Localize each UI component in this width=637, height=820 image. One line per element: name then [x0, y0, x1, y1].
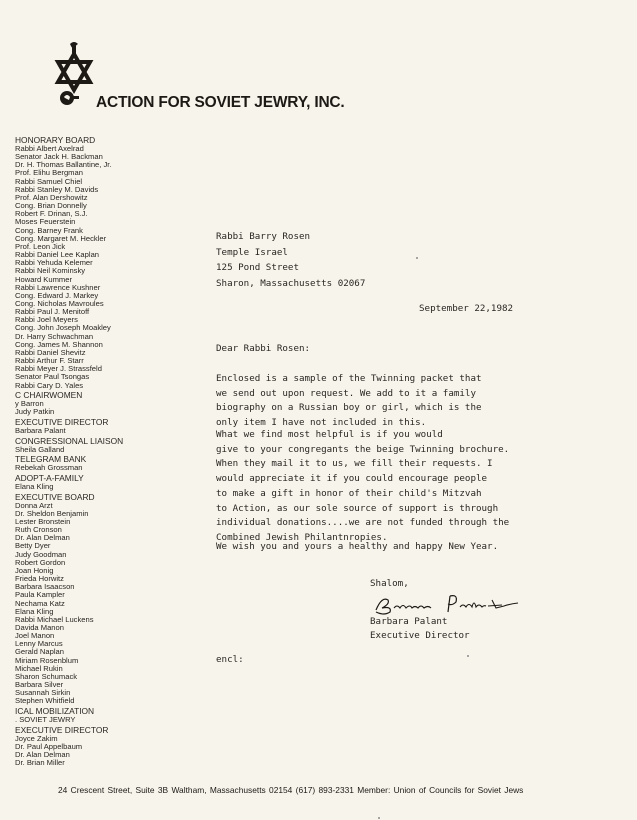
board-member-name: Joan Honig — [15, 565, 54, 575]
board-member-name: Lester Bronstein — [15, 516, 71, 526]
star-of-david-logo-icon — [52, 40, 96, 108]
board-member-name: Susannah Sirkin — [15, 688, 71, 698]
board-member-name: Rabbi Albert Axelrad — [15, 144, 84, 153]
board-member-name: Barbara Palant — [15, 426, 66, 435]
board-member-name: Michael Rukin — [15, 663, 63, 673]
body-paragraph — [216, 428, 576, 546]
board-member-name: Frieda Horwitz — [15, 574, 64, 584]
board-member-sidebar — [15, 136, 165, 767]
board-member-name: Cong. Margaret M. Heckler — [15, 233, 107, 243]
address-line: Rabbi Barry Rosen — [216, 231, 311, 242]
paragraph-line: to Action, as our sole source of support is through — [216, 502, 499, 514]
board-member-name: Gerald Naplan — [15, 647, 64, 657]
organization-name: ACTION FOR SOVIET JEWRY, INC. — [96, 94, 345, 111]
board-member-name: Joyce Zakim — [15, 733, 58, 743]
board-member-name: Judy Goodman — [15, 549, 67, 559]
address-line: Sharon, Massachusetts 02067 — [216, 277, 366, 289]
board-member-name: Miriam Rosenblum — [15, 655, 79, 665]
paragraph-line: would appreciate it if you could encourage people — [216, 473, 488, 485]
paragraph-line: only item I have not included in this. — [216, 417, 427, 429]
paragraph-line: We wish you and yours a healthy and happy New Year. — [216, 541, 499, 552]
board-member-name: Rabbi Stanley M. Davids — [15, 184, 99, 194]
board-section-title: EXECUTIVE DIRECTOR — [15, 417, 109, 427]
paper-speck — [467, 655, 469, 657]
board-member-name: Prof. Leon Jick — [15, 241, 66, 251]
board-member-name: Rabbi Michael Luckens — [15, 614, 94, 624]
board-member-name: Rabbi Samuel Chiel — [15, 176, 83, 186]
board-member-name: Dr. Harry Schwachman — [15, 331, 94, 341]
board-member-name: Rabbi Paul J. Menitoff — [15, 307, 90, 317]
board-member-name: Dr. Alan Delman — [15, 750, 70, 759]
signer-title: Executive Director — [370, 630, 470, 642]
board-member-name: Betty Dyer — [15, 541, 51, 551]
board-member-name: Davida Manon — [15, 622, 64, 632]
paragraph-line: give to your congregants the beige Twinning brochure. — [216, 443, 510, 455]
board-section-title: EXECUTIVE BOARD — [15, 491, 95, 502]
footer-address: 24 Crescent Street, Suite 3B Waltham, Massachusetts 02154 (617) 893-2331 Member: Union of Councils for Soviet Jews — [58, 785, 524, 795]
board-member-name: Dr. Brian Miller — [15, 758, 65, 768]
board-member-name: Rabbi Lawrence Kushner — [15, 282, 101, 292]
board-member-name: Cong. Edward J. Markey — [15, 290, 99, 300]
signer-name: Barbara Palant — [370, 616, 448, 627]
board-section-title: ADOPT-A-FAMILY — [15, 472, 84, 483]
board-member-name: Paula Kampler — [15, 590, 65, 600]
board-member-name: Cong. Barney Frank — [15, 225, 83, 235]
address-line: Temple Israel — [216, 246, 288, 258]
board-member-name: Rabbi Yehuda Kelemer — [15, 258, 93, 268]
board-member-name: Cong. Nicholas Mavroules — [15, 298, 104, 308]
signature-block — [370, 615, 470, 643]
paragraph-line: to make a gift in honor of their child's Mitzvah — [216, 487, 482, 499]
board-member-name: Sharon Schumack — [15, 671, 78, 681]
paper-speck — [378, 817, 380, 819]
board-member-name: Nechama Katz — [15, 598, 65, 608]
board-member-name: Robert Gordon — [15, 557, 66, 567]
paragraph-line: When they mail it to us, we fill their requests. I — [216, 458, 493, 470]
board-member-name: Barbara Silver — [15, 680, 64, 690]
board-member-name: Dr. Sheldon Benjamin — [15, 508, 89, 518]
board-member-name: Stephen Whitfield — [15, 696, 75, 706]
board-member-name: Rabbi Cary D. Yales — [15, 380, 84, 390]
board-member-name: Dr. H. Thomas Ballantine, Jr. — [15, 160, 112, 170]
board-member-name: Prof. Elihu Bergman — [15, 168, 83, 178]
board-member-name: Cong. John Joseph Moakley — [15, 323, 111, 333]
board-section-title: ICAL MOBILIZATION — [15, 706, 95, 717]
board-member-name: Rabbi Neil Kominsky — [15, 266, 86, 276]
board-member-name: Moses Feuerstein — [15, 217, 76, 227]
board-member-name: Rabbi Arthur F. Starr — [15, 356, 84, 366]
board-member-name: Prof. Alan Dershowitz — [15, 192, 88, 202]
board-member-name: Rebekah Grossman — [15, 463, 83, 473]
board-member-name: Howard Kummer — [15, 274, 72, 284]
board-member-name: Senator Jack H. Backman — [15, 152, 103, 162]
board-member-name: y Barron — [15, 399, 44, 409]
body-paragraph — [216, 372, 576, 431]
board-section-title: EXECUTIVE DIRECTOR — [15, 724, 109, 735]
board-member-name: Dr. Paul Appelbaum — [15, 741, 83, 751]
board-member-name: Cong. Brian Donnelly — [15, 201, 87, 211]
board-member-name: . SOVIET JEWRY — [15, 715, 76, 725]
paragraph-line: biography on a Russian boy or girl, which is the — [216, 402, 482, 414]
board-member-name: Rabbi Meyer J. Strassfeld — [15, 364, 102, 374]
board-section-title: CONGRESSIONAL LIAISON — [15, 435, 124, 446]
board-section-title: TELEGRAM BANK — [15, 454, 87, 465]
paragraph-line: we send out upon request. We add to it a family — [216, 387, 476, 399]
board-member-name: Dr. Alan Delman — [15, 533, 70, 543]
paper-speck — [416, 257, 418, 259]
board-member-name: Elana Kling — [15, 606, 54, 616]
board-member-name: Rabbi Joel Meyers — [15, 315, 78, 325]
salutation: Dear Rabbi Rosen: — [216, 343, 311, 354]
body-paragraph — [216, 540, 576, 555]
board-member-name: Donna Arzt — [15, 500, 53, 510]
board-member-name: Judy Patkin — [15, 407, 55, 417]
board-member-name: Sheila Galland — [15, 444, 65, 454]
board-section-title: C CHAIRWOMEN — [15, 390, 83, 401]
letter-date: September 22,1982 — [419, 303, 514, 314]
board-member-name: Lenny Marcus — [15, 639, 63, 649]
board-member-name: Cong. James M. Shannon — [15, 339, 103, 349]
paragraph-line: individual donations....we are not funded through the — [216, 517, 510, 529]
board-member-name: Senator Paul Tsongas — [15, 372, 90, 382]
board-member-name: Ruth Cronson — [15, 525, 62, 535]
paragraph-line: Combined Jewish Philantnropies. — [216, 531, 388, 543]
paragraph-line: What we find most helpful is if you would — [216, 429, 443, 440]
board-member-name: Elana Kling — [15, 481, 54, 491]
closing: Shalom, — [370, 578, 409, 589]
enclosure-note: encl: — [216, 654, 244, 665]
paragraph-line: Enclosed is a sample of the Twinning packet that — [216, 373, 482, 384]
board-member-name: Joel Manon — [15, 631, 55, 641]
board-member-name: Barbara Isaacson — [15, 582, 75, 592]
board-member-name: Rabbi Daniel Lee Kaplan — [15, 250, 100, 260]
recipient-address — [216, 229, 365, 291]
board-member-name: Rabbi Daniel Shevitz — [15, 347, 86, 357]
board-member-name: Robert F. Drinan, S.J. — [15, 209, 88, 219]
address-line: 125 Pond Street — [216, 262, 299, 274]
board-section-title: HONORARY BOARD — [15, 135, 96, 145]
